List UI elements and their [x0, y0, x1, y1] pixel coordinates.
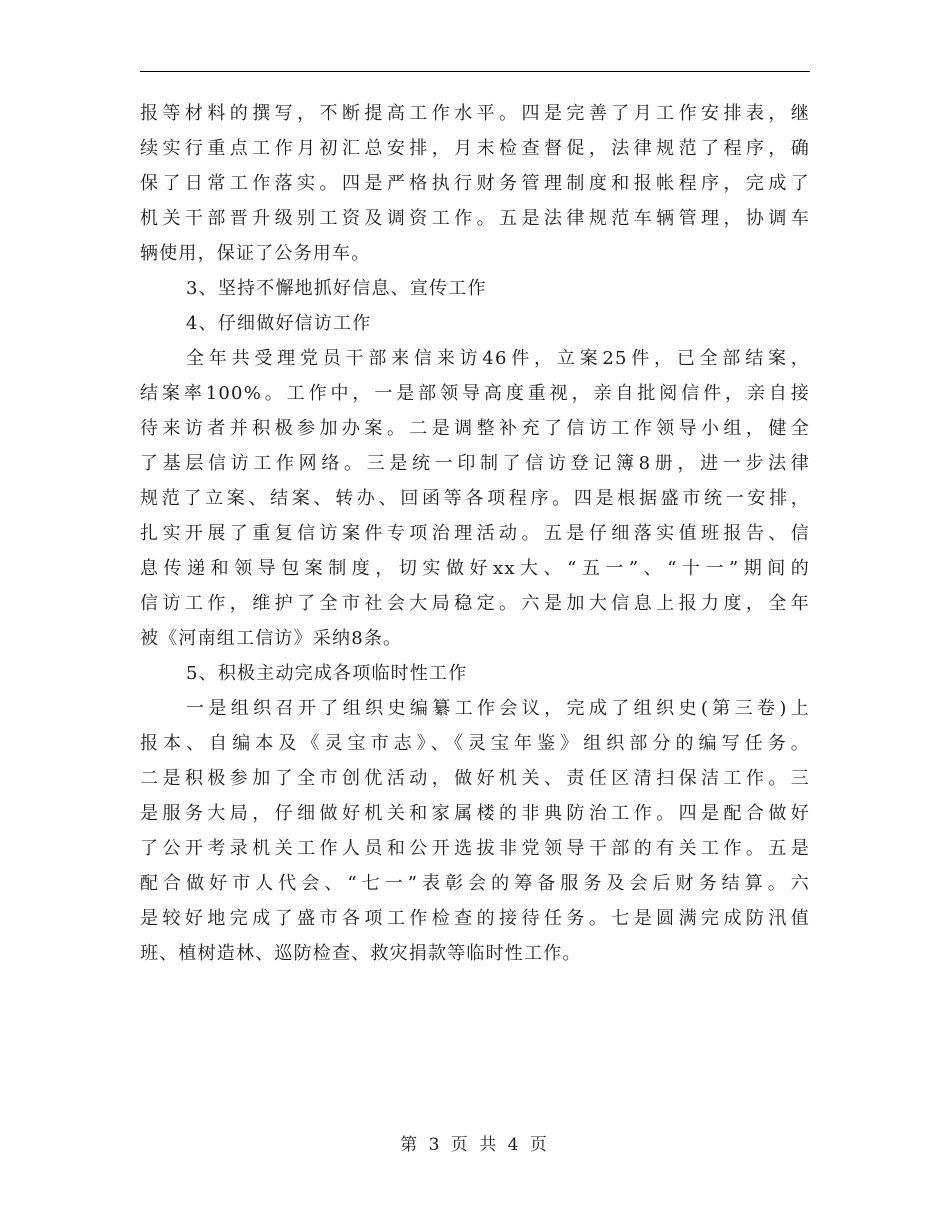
page-number: 第 3 页 共 4 页 — [400, 1135, 550, 1155]
text-line: 辆使用，保证了公务用车。 — [140, 243, 371, 264]
document-body — [140, 96, 810, 971]
text-line: 是服务大局，仔细做好机关和家属楼的非典防治工作。四是配合做好 — [140, 803, 810, 824]
paragraph-first-line: 一是组织召开了组织史编纂工作会议，完成了组织史(第三卷)上 — [186, 698, 810, 719]
text-line: 息传递和领导包案制度，切实做好xx大、“五一”、“十一”期间的 — [140, 558, 810, 579]
header-rule — [140, 71, 810, 72]
text-line: 班、植树造林、巡防检查、救灾捐款等临时性工作。 — [140, 943, 582, 964]
text-line: 配合做好市人代会、“七一”表彰会的筹备服务及会后财务结算。六 — [140, 873, 810, 894]
text-line: 是较好地完成了盛市各项工作检查的接待任务。七是圆满完成防汛值 — [140, 908, 810, 929]
text-line: 了基层信访工作网络。三是统一印制了信访登记簿8册，进一步法律 — [140, 453, 810, 474]
text-line: 了公开考录机关工作人员和公开选拔非党领导干部的有关工作。五是 — [140, 838, 810, 859]
text-line: 机关干部晋升级别工资及调资工作。五是法律规范车辆管理，协调车 — [140, 208, 810, 229]
text-line: 被《河南组工信访》采纳8条。 — [140, 628, 403, 649]
text-line: 续实行重点工作月初汇总安排，月末检查督促，法律规范了程序，确 — [140, 138, 810, 159]
paragraph-first-line: 全年共受理党员干部来信来访46件，立案25件，已全部结案， — [186, 348, 810, 369]
text-line: 待来访者并积极参加办案。二是调整补充了信访工作领导小组，健全 — [140, 418, 810, 439]
text-line: 扎实开展了重复信访案件专项治理活动。五是仔细落实值班报告、信 — [140, 523, 810, 544]
text-line: 规范了立案、结案、转办、回函等各项程序。四是根据盛市统一安排， — [140, 488, 810, 509]
section-heading: 4、仔细做好信访工作 — [186, 313, 372, 334]
text-line: 结案率100%。工作中，一是部领导高度重视，亲自批阅信件，亲自接 — [140, 383, 810, 404]
section-heading: 3、坚持不懈地抓好信息、宣传工作 — [186, 278, 487, 299]
section-heading: 5、积极主动完成各项临时性工作 — [186, 663, 468, 684]
text-line: 报等材料的撰写，不断提高工作水平。四是完善了月工作安排表，继 — [140, 103, 810, 124]
text-line: 报本、自编本及《灵宝市志》、《灵宝年鉴》组织部分的编写任务。 — [140, 733, 810, 754]
text-line: 二是积极参加了全市创优活动，做好机关、责任区清扫保洁工作。三 — [140, 768, 810, 789]
text-line: 保了日常工作落实。四是严格执行财务管理制度和报帐程序，完成了 — [140, 173, 810, 194]
text-line: 信访工作，维护了全市社会大局稳定。六是加大信息上报力度，全年 — [140, 593, 810, 614]
